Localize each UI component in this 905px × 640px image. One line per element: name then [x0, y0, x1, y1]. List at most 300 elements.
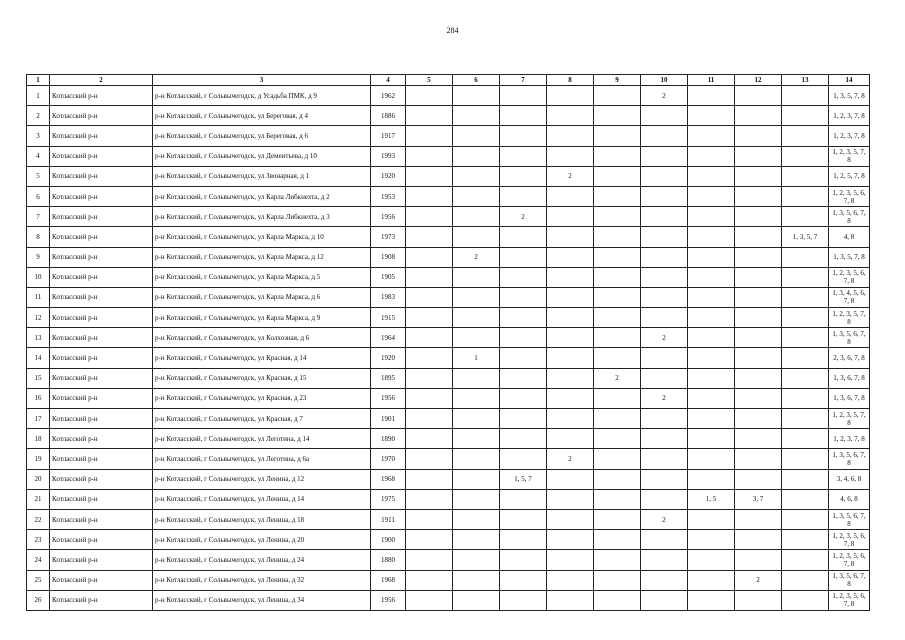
cell-col14: 1, 2, 3, 7, 8	[829, 126, 870, 146]
table-row	[27, 106, 870, 126]
cell-col8	[547, 227, 594, 247]
cell-col11	[688, 550, 735, 570]
cell-address: р-н Котласский, г Сольвычегодск, ул Береговая, д 4	[153, 106, 371, 126]
cell-col9	[594, 287, 641, 307]
cell-col8	[547, 328, 594, 348]
cell-col11	[688, 570, 735, 590]
cell-number: 23	[27, 530, 50, 550]
cell-col13	[782, 409, 829, 429]
cell-district: Котласский р-н	[50, 348, 153, 368]
cell-col14: 1, 2, 3, 5, 7, 8	[829, 146, 870, 166]
cell-col8	[547, 106, 594, 126]
cell-col5	[406, 530, 453, 550]
table-row	[27, 267, 870, 287]
cell-col5	[406, 570, 453, 590]
cell-number: 13	[27, 328, 50, 348]
cell-number: 19	[27, 449, 50, 469]
cell-col9	[594, 146, 641, 166]
cell-number: 22	[27, 509, 50, 529]
cell-col10: 2	[641, 328, 688, 348]
table-row	[27, 146, 870, 166]
cell-col10	[641, 409, 688, 429]
cell-address: р-н Котласский, г Сольвычегодск, ул Красная, д 15	[153, 368, 371, 388]
cell-district: Котласский р-н	[50, 227, 153, 247]
table-row	[27, 348, 870, 368]
cell-col6	[453, 429, 500, 449]
cell-col14: 1, 3, 6, 7, 8	[829, 388, 870, 408]
cell-col12	[735, 530, 782, 550]
table-row	[27, 126, 870, 146]
cell-year: 1953	[371, 186, 406, 206]
cell-col13	[782, 469, 829, 489]
cell-number: 2	[27, 106, 50, 126]
cell-district: Котласский р-н	[50, 247, 153, 267]
cell-year: 1993	[371, 146, 406, 166]
cell-number: 1	[27, 86, 50, 106]
cell-district: Котласский р-н	[50, 328, 153, 348]
cell-col5	[406, 409, 453, 429]
cell-year: 1973	[371, 227, 406, 247]
cell-col12	[735, 368, 782, 388]
cell-district: Котласский р-н	[50, 146, 153, 166]
cell-col14: 1, 2, 3, 5, 6, 7, 8	[829, 267, 870, 287]
cell-col13	[782, 126, 829, 146]
cell-col8	[547, 267, 594, 287]
table-row	[27, 409, 870, 429]
cell-col13	[782, 550, 829, 570]
cell-col10	[641, 368, 688, 388]
cell-address: р-н Котласский, г Сольвычегодск, ул Дементьева, д 10	[153, 146, 371, 166]
cell-year: 1920	[371, 166, 406, 186]
cell-col14: 1, 2, 5, 7, 8	[829, 166, 870, 186]
cell-number: 26	[27, 590, 50, 610]
cell-col9	[594, 509, 641, 529]
cell-col5	[406, 388, 453, 408]
cell-col13	[782, 348, 829, 368]
cell-col14: 1, 3, 5, 6, 7, 8	[829, 449, 870, 469]
cell-col9	[594, 469, 641, 489]
cell-col12	[735, 328, 782, 348]
column-header: 11	[688, 75, 735, 86]
cell-address: р-н Котласский, г Сольвычегодск, ул Красная, д 7	[153, 409, 371, 429]
cell-col13	[782, 146, 829, 166]
cell-col9	[594, 550, 641, 570]
cell-district: Котласский р-н	[50, 429, 153, 449]
cell-col10	[641, 449, 688, 469]
cell-col5	[406, 166, 453, 186]
cell-col5	[406, 489, 453, 509]
cell-col5	[406, 267, 453, 287]
cell-col12	[735, 166, 782, 186]
cell-col9	[594, 86, 641, 106]
cell-address: р-н Котласский, г Сольвычегодск, ул Красная, д 14	[153, 348, 371, 368]
cell-col11	[688, 429, 735, 449]
cell-col9	[594, 590, 641, 610]
column-header: 3	[153, 75, 371, 86]
cell-col5	[406, 106, 453, 126]
column-header: 5	[406, 75, 453, 86]
cell-col6	[453, 328, 500, 348]
cell-col13	[782, 449, 829, 469]
cell-col7	[500, 328, 547, 348]
cell-col9	[594, 267, 641, 287]
cell-col11	[688, 308, 735, 328]
cell-col6	[453, 227, 500, 247]
cell-col10	[641, 308, 688, 328]
cell-col7	[500, 509, 547, 529]
cell-col10	[641, 348, 688, 368]
cell-col9	[594, 166, 641, 186]
cell-col11	[688, 227, 735, 247]
column-header: 14	[829, 75, 870, 86]
cell-col5	[406, 86, 453, 106]
housing-register-table	[26, 74, 870, 611]
cell-col6	[453, 550, 500, 570]
cell-col5	[406, 186, 453, 206]
cell-col13	[782, 207, 829, 227]
cell-col10: 2	[641, 86, 688, 106]
cell-address: р-н Котласский, г Сольвычегодск, ул Карла Маркса, д 5	[153, 267, 371, 287]
cell-col11	[688, 146, 735, 166]
cell-col11	[688, 449, 735, 469]
cell-col13	[782, 328, 829, 348]
cell-address: р-н Котласский, г Сольвычегодск, ул Ленина, д 18	[153, 509, 371, 529]
cell-col5	[406, 509, 453, 529]
cell-col5	[406, 429, 453, 449]
cell-col6	[453, 530, 500, 550]
cell-col6	[453, 287, 500, 307]
cell-col8	[547, 186, 594, 206]
cell-col11	[688, 348, 735, 368]
table-row	[27, 308, 870, 328]
cell-col5	[406, 287, 453, 307]
cell-number: 14	[27, 348, 50, 368]
cell-col10	[641, 126, 688, 146]
cell-col12	[735, 126, 782, 146]
cell-col7: 2	[500, 207, 547, 227]
cell-address: р-н Котласский, г Сольвычегодск, ул Карла Маркса, д 10	[153, 227, 371, 247]
cell-district: Котласский р-н	[50, 368, 153, 388]
table-row	[27, 166, 870, 186]
cell-address: р-н Котласский, г Сольвычегодск, ул Карла Маркса, д 9	[153, 308, 371, 328]
cell-col12	[735, 469, 782, 489]
cell-col6	[453, 267, 500, 287]
cell-col6: 2	[453, 247, 500, 267]
cell-col10	[641, 207, 688, 227]
cell-col12	[735, 348, 782, 368]
cell-col12: 3, 7	[735, 489, 782, 509]
cell-col12	[735, 590, 782, 610]
cell-col13	[782, 388, 829, 408]
cell-number: 11	[27, 287, 50, 307]
cell-col14: 4, 6, 8	[829, 489, 870, 509]
cell-col12	[735, 429, 782, 449]
cell-district: Котласский р-н	[50, 509, 153, 529]
cell-col6	[453, 368, 500, 388]
cell-col8	[547, 570, 594, 590]
column-header: 6	[453, 75, 500, 86]
cell-col7	[500, 267, 547, 287]
column-header: 2	[50, 75, 153, 86]
cell-district: Котласский р-н	[50, 550, 153, 570]
cell-col10	[641, 429, 688, 449]
table-row	[27, 207, 870, 227]
cell-col10	[641, 489, 688, 509]
cell-address: р-н Котласский, г Сольвычегодск, ул Леготина, д 14	[153, 429, 371, 449]
cell-col7	[500, 227, 547, 247]
cell-col8	[547, 530, 594, 550]
cell-col12	[735, 207, 782, 227]
cell-col14: 2, 3, 6, 7, 8	[829, 348, 870, 368]
cell-col10	[641, 247, 688, 267]
table-row	[27, 489, 870, 509]
cell-col7	[500, 530, 547, 550]
cell-col8	[547, 469, 594, 489]
cell-col11	[688, 267, 735, 287]
table-body	[27, 86, 870, 611]
cell-col5	[406, 227, 453, 247]
cell-col8	[547, 308, 594, 328]
cell-year: 1983	[371, 287, 406, 307]
cell-district: Котласский р-н	[50, 186, 153, 206]
cell-col6	[453, 469, 500, 489]
cell-col9	[594, 328, 641, 348]
cell-col7	[500, 166, 547, 186]
cell-col13	[782, 509, 829, 529]
cell-col8	[547, 368, 594, 388]
cell-year: 1915	[371, 308, 406, 328]
cell-col6	[453, 207, 500, 227]
cell-col12	[735, 146, 782, 166]
cell-address: р-н Котласский, г Сольвычегодск, ул Карла Либкнехта, д 3	[153, 207, 371, 227]
cell-year: 1900	[371, 530, 406, 550]
cell-year: 1880	[371, 550, 406, 570]
cell-district: Котласский р-н	[50, 126, 153, 146]
cell-col8	[547, 590, 594, 610]
cell-col8	[547, 126, 594, 146]
column-header: 8	[547, 75, 594, 86]
table-row	[27, 509, 870, 529]
cell-col11	[688, 590, 735, 610]
cell-col14: 4, 8	[829, 227, 870, 247]
cell-col8: 2	[547, 449, 594, 469]
table-row	[27, 530, 870, 550]
cell-col5	[406, 368, 453, 388]
cell-year: 1920	[371, 348, 406, 368]
cell-col7	[500, 489, 547, 509]
cell-col9	[594, 207, 641, 227]
cell-col9	[594, 186, 641, 206]
column-header: 13	[782, 75, 829, 86]
cell-col7	[500, 106, 547, 126]
cell-col5	[406, 590, 453, 610]
cell-col6	[453, 166, 500, 186]
cell-col12	[735, 449, 782, 469]
cell-col8	[547, 409, 594, 429]
cell-number: 25	[27, 570, 50, 590]
cell-col7	[500, 590, 547, 610]
cell-col12	[735, 267, 782, 287]
cell-col5	[406, 126, 453, 146]
cell-col14: 1, 2, 3, 7, 8	[829, 106, 870, 126]
cell-year: 1962	[371, 86, 406, 106]
column-header: 4	[371, 75, 406, 86]
cell-col11	[688, 166, 735, 186]
cell-number: 5	[27, 166, 50, 186]
cell-col9	[594, 388, 641, 408]
cell-col14: 1, 3, 5, 6, 7, 8	[829, 328, 870, 348]
cell-col6	[453, 126, 500, 146]
cell-district: Котласский р-н	[50, 489, 153, 509]
cell-col7	[500, 348, 547, 368]
cell-col11	[688, 509, 735, 529]
table-row	[27, 227, 870, 247]
cell-col9	[594, 570, 641, 590]
cell-district: Котласский р-н	[50, 409, 153, 429]
cell-col9	[594, 530, 641, 550]
cell-col5	[406, 247, 453, 267]
cell-year: 1905	[371, 267, 406, 287]
cell-col8: 2	[547, 166, 594, 186]
cell-col6	[453, 388, 500, 408]
cell-col11: 1, 5	[688, 489, 735, 509]
cell-col12	[735, 409, 782, 429]
cell-col14: 1, 3, 4, 5, 6, 7, 8	[829, 287, 870, 307]
cell-col8	[547, 146, 594, 166]
cell-col13	[782, 86, 829, 106]
cell-col9	[594, 227, 641, 247]
table-row	[27, 570, 870, 590]
column-header: 12	[735, 75, 782, 86]
cell-col14: 1, 2, 3, 5, 6, 7, 8	[829, 590, 870, 610]
cell-address: р-н Котласский, г Сольвычегодск, ул Леготина, д 6а	[153, 449, 371, 469]
cell-col9	[594, 247, 641, 267]
table-row	[27, 186, 870, 206]
cell-col13	[782, 247, 829, 267]
cell-col9	[594, 348, 641, 368]
cell-col6: 1	[453, 348, 500, 368]
cell-col14: 1, 2, 3, 5, 7, 8	[829, 308, 870, 328]
cell-col13	[782, 287, 829, 307]
cell-district: Котласский р-н	[50, 570, 153, 590]
cell-col5	[406, 348, 453, 368]
cell-col13	[782, 530, 829, 550]
cell-col5	[406, 207, 453, 227]
cell-col14: 1, 3, 5, 7, 8	[829, 86, 870, 106]
cell-col5	[406, 550, 453, 570]
cell-col11	[688, 207, 735, 227]
cell-col12	[735, 308, 782, 328]
cell-col5	[406, 308, 453, 328]
cell-address: р-н Котласский, г Сольвычегодск, д Усадьба ПМК, д 9	[153, 86, 371, 106]
cell-col13	[782, 570, 829, 590]
cell-district: Котласский р-н	[50, 207, 153, 227]
cell-col7	[500, 86, 547, 106]
cell-col11	[688, 287, 735, 307]
cell-col11	[688, 328, 735, 348]
cell-col10	[641, 570, 688, 590]
cell-col13	[782, 186, 829, 206]
cell-address: р-н Котласский, г Сольвычегодск, ул Звонарная, д 1	[153, 166, 371, 186]
cell-number: 4	[27, 146, 50, 166]
table-row	[27, 247, 870, 267]
cell-year: 1956	[371, 388, 406, 408]
cell-col8	[547, 550, 594, 570]
column-header: 7	[500, 75, 547, 86]
cell-col12	[735, 106, 782, 126]
cell-col8	[547, 247, 594, 267]
column-header: 10	[641, 75, 688, 86]
cell-col6	[453, 106, 500, 126]
cell-col7	[500, 429, 547, 449]
cell-col12: 2	[735, 570, 782, 590]
cell-district: Котласский р-н	[50, 86, 153, 106]
cell-district: Котласский р-н	[50, 166, 153, 186]
cell-col8	[547, 388, 594, 408]
cell-address: р-н Котласский, г Сольвычегодск, ул Колхозная, д 6	[153, 328, 371, 348]
column-header: 9	[594, 75, 641, 86]
cell-col13	[782, 429, 829, 449]
cell-col7	[500, 287, 547, 307]
cell-year: 1908	[371, 247, 406, 267]
cell-col6	[453, 146, 500, 166]
cell-col14: 1, 3, 5, 7, 8	[829, 247, 870, 267]
cell-col6	[453, 489, 500, 509]
cell-col13	[782, 267, 829, 287]
cell-district: Котласский р-н	[50, 267, 153, 287]
cell-col7	[500, 247, 547, 267]
cell-col9	[594, 429, 641, 449]
column-header: 1	[27, 75, 50, 86]
cell-col13	[782, 368, 829, 388]
cell-address: р-н Котласский, г Сольвычегодск, ул Ленина, д 34	[153, 590, 371, 610]
table-row	[27, 429, 870, 449]
cell-col7	[500, 550, 547, 570]
cell-col6	[453, 509, 500, 529]
cell-col6	[453, 570, 500, 590]
table-row	[27, 590, 870, 610]
cell-col12	[735, 227, 782, 247]
cell-district: Котласский р-н	[50, 590, 153, 610]
cell-district: Котласский р-н	[50, 449, 153, 469]
cell-year: 1917	[371, 126, 406, 146]
cell-district: Котласский р-н	[50, 469, 153, 489]
cell-col7	[500, 146, 547, 166]
cell-col6	[453, 308, 500, 328]
cell-number: 17	[27, 409, 50, 429]
cell-col11	[688, 247, 735, 267]
cell-col10	[641, 166, 688, 186]
cell-col5	[406, 146, 453, 166]
cell-address: р-н Котласский, г Сольвычегодск, ул Береговая, д 6	[153, 126, 371, 146]
cell-address: р-н Котласский, г Сольвычегодск, ул Ленина, д 24	[153, 550, 371, 570]
cell-number: 12	[27, 308, 50, 328]
cell-col11	[688, 368, 735, 388]
cell-year: 1964	[371, 328, 406, 348]
cell-district: Котласский р-н	[50, 530, 153, 550]
cell-col14: 1, 2, 3, 5, 6, 7, 8	[829, 186, 870, 206]
cell-number: 21	[27, 489, 50, 509]
cell-col10	[641, 267, 688, 287]
cell-col14: 3, 4, 6, 8	[829, 469, 870, 489]
cell-col9	[594, 308, 641, 328]
cell-col10	[641, 186, 688, 206]
cell-col10	[641, 550, 688, 570]
cell-col6	[453, 449, 500, 469]
cell-year: 1970	[371, 449, 406, 469]
cell-number: 7	[27, 207, 50, 227]
cell-col12	[735, 86, 782, 106]
